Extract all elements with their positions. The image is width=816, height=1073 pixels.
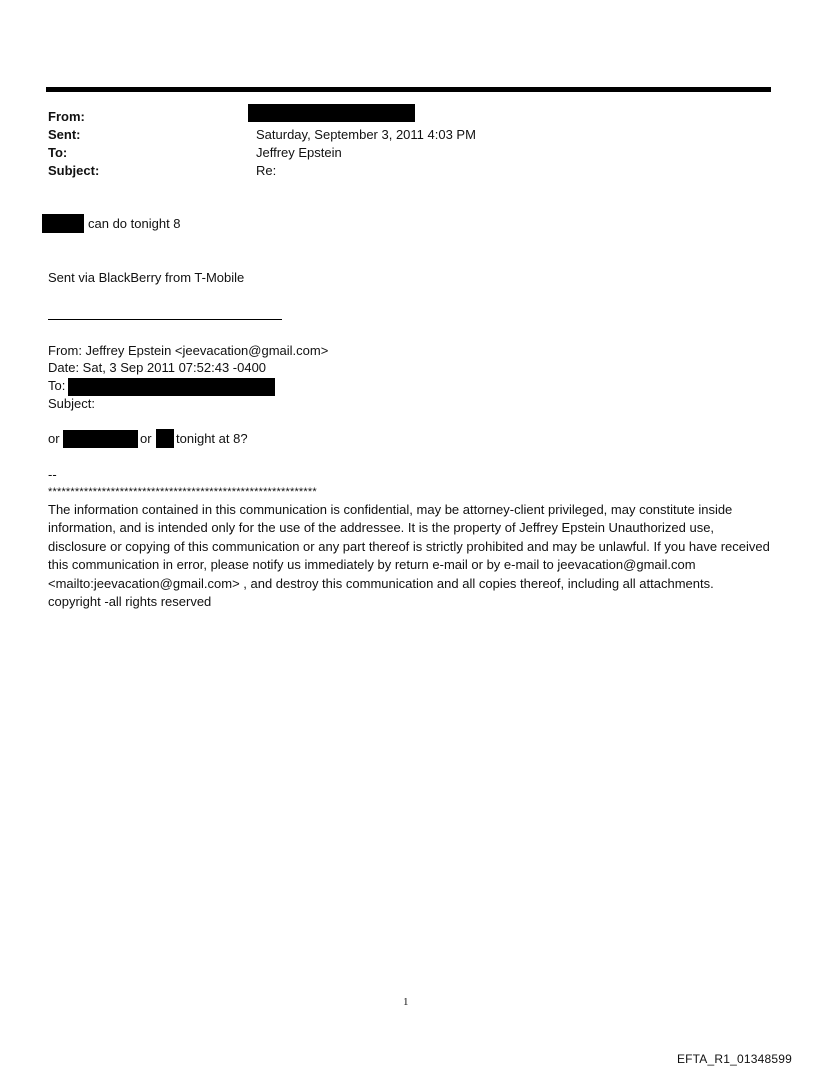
confidentiality-disclaimer: The information contained in this communication is confidential, may be attorney-client privileged, may constitute inside information, and is intended only for the use of the addressee. It is the property of Jeffrey Epstein Unauthorized use, disclosure or copying of this communication or any part thereof is strictly prohibited and may be unlawful. If you have received this communication in error, please notify us immediately by return e-mail or by e-mail to jeevacation@gmail.com <mailto:jeevacation@gmail.com> , and destroy this communication and all copies thereof, including all attachments. copyright -all rights reserved <box>48 502 770 610</box>
stars-line: ************************************************************ <box>48 486 317 498</box>
header-rule <box>46 87 771 92</box>
redaction-quoted-to <box>68 378 275 396</box>
redaction-reply-name <box>42 214 84 233</box>
from-label: From: <box>48 109 85 124</box>
to-value: Jeffrey Epstein <box>256 145 342 160</box>
redaction-body-1 <box>63 430 138 448</box>
subject-label: Subject: <box>48 163 100 178</box>
quoted-date: Date: Sat, 3 Sep 2011 07:52:43 -0400 <box>48 360 267 375</box>
sent-label: Sent: <box>48 127 81 142</box>
quote-separator <box>48 319 282 320</box>
quoted-to-label: To: <box>48 378 66 393</box>
quoted-body-or-1: or <box>48 431 60 446</box>
redaction-from <box>248 104 415 122</box>
quoted-body-tonight: tonight at 8? <box>176 431 248 446</box>
quoted-from: From: Jeffrey Epstein <jeevacation@gmail.com> <box>48 343 329 358</box>
quoted-body-or-2: or <box>140 431 152 446</box>
reply-body: can do tonight 8 <box>88 216 181 231</box>
quoted-subject: Subject: <box>48 396 95 411</box>
to-label: To: <box>48 145 68 160</box>
document-id: EFTA_R1_01348599 <box>676 1052 792 1066</box>
subject-value: Re: <box>256 163 277 178</box>
sig-dashes: -- <box>48 467 57 482</box>
page-number: 1 <box>403 996 409 1008</box>
redaction-body-2 <box>156 429 174 448</box>
reply-signature: Sent via BlackBerry from T-Mobile <box>48 270 245 285</box>
sent-value: Saturday, September 3, 2011 4:03 PM <box>256 127 476 142</box>
